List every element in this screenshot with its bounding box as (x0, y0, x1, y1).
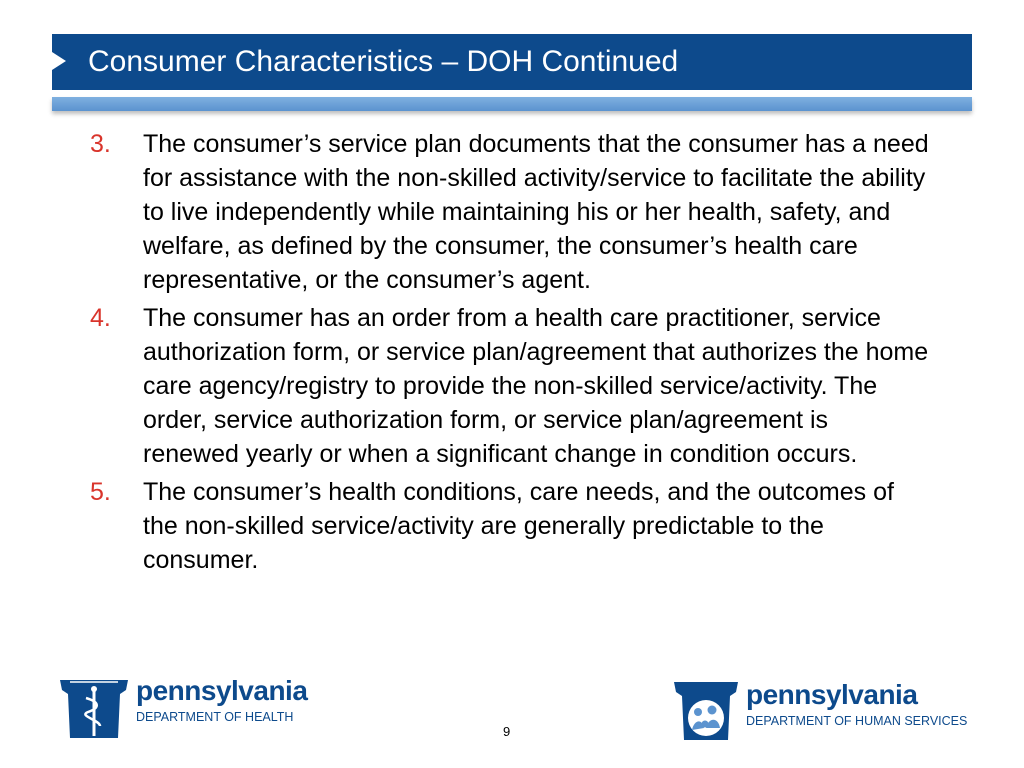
list-item (90, 301, 930, 471)
accent-bar (52, 97, 972, 111)
logo-department: DEPARTMENT OF HUMAN SERVICES (746, 714, 968, 728)
item-number: 5. (90, 478, 111, 506)
item-text: The consumer’s health conditions, care needs, and the outcomes of the non-skilled service/activity are generally predictable to the consumer. (143, 478, 894, 574)
item-number: 3. (90, 130, 111, 158)
item-text: The consumer has an order from a health care practitioner, service authorization form, or service plan/agreement that authorizes the home care agency/registry to provide the non-skilled service/activity. The order, service authorization form, or service plan/agreement is renewed yearly or when a significant change in condition occurs. (143, 304, 929, 468)
list-item (90, 127, 930, 297)
page-number: 9 (503, 724, 511, 739)
numbered-list (90, 127, 930, 581)
logo-name: pennsylvania (136, 675, 308, 706)
list-item (90, 475, 930, 577)
item-text: The consumer’s service plan documents that the consumer has a need for assistance with the non-skilled activity/service to facilitate the ability to live independently while maintaining his or her health, safety, and welfare, as defined by the consumer, the consumer’s health care representative, or the consumer’s agent. (143, 130, 929, 294)
title-bar (52, 34, 972, 90)
keystone-family-icon (674, 680, 738, 742)
keystone-caduceus-icon (60, 676, 128, 740)
doh-logo (60, 676, 307, 740)
dhs-logo (674, 680, 967, 742)
title-arrow-icon (52, 52, 66, 70)
item-number: 4. (90, 304, 111, 332)
logo-name: pennsylvania (746, 679, 918, 710)
slide-title: Consumer Characteristics – DOH Continued (88, 45, 679, 78)
logo-department: DEPARTMENT OF HEALTH (136, 710, 294, 724)
